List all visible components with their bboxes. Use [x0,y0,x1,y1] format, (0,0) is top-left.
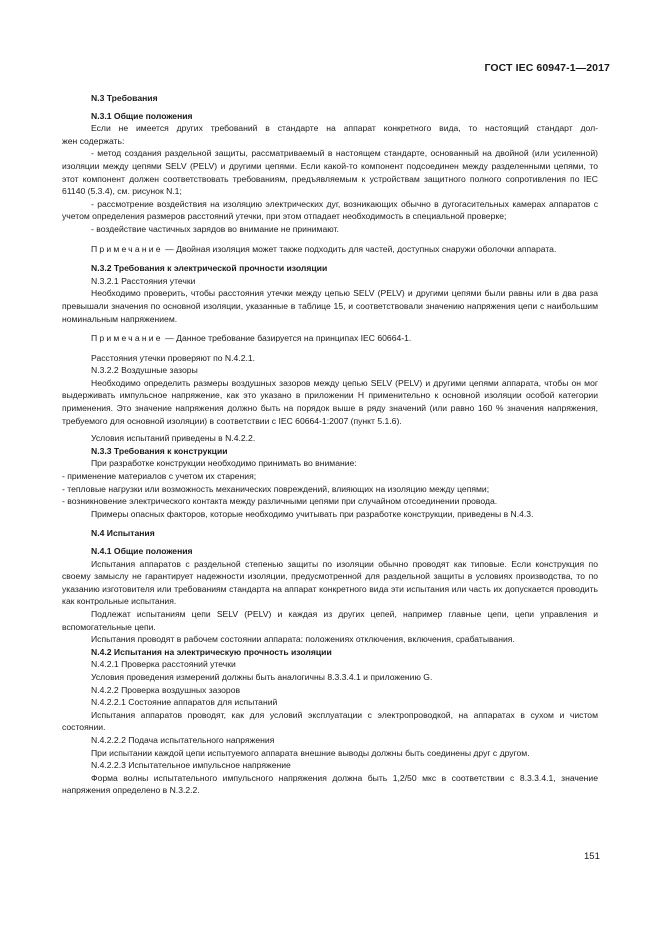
subsection-heading: N.3.2 Требования к электрической прочности изоляции [91,263,328,274]
page-number: 151 [584,851,600,862]
paragraph: Испытания аппаратов с раздельной степенью защиты по изоляции обычно проводят как типовые. Если конструкция по своему замыслу не гарантирует надежности изоляции, предусмотренной для раздельной защиты в условиях производства, то по указанию изготовителя или требованиям стандарта на аппарат конкретного вида эти испытания или часть их допускается проводить как контрольные испытания. [62,558,598,607]
standard-header: ГОСТ IEC 60947-1—2017 [484,62,610,74]
note [62,332,598,345]
clause-heading: N.4.2.2 Проверка воздушных зазоров [91,684,241,695]
note [62,243,598,256]
paragraph: При испытании каждой цепи испытуемого аппарата внешние выводы должны быть соединены друг с другом. [91,747,530,758]
clause-heading: N.4.2.2.3 Испытательное импульсное напряжение [91,760,291,771]
clause-heading: N.4.2.2.2 Подача испытательного напряжения [91,734,275,745]
clause-heading: N.3.2.1 Расстояния утечки [91,275,196,286]
note-text: — Данное требование базируется на принципах IEC 60664-1. [162,333,412,344]
paragraph: Примеры опасных факторов, которые необходимо учитывать при разработке конструкции, приведены в N.4.3. [91,508,534,519]
paragraph: При разработке конструкции необходимо принимать во внимание: [91,458,357,469]
paragraph: Условия проведения измерений должны быть аналогичны 8.3.3.4.1 и приложению G. [91,671,433,682]
list-item: - рассмотрение воздействия на изоляцию электрических дуг, возникающих обычно в дугогасительных камерах аппаратов с учетом определения размеров расстояний утечки, при этом отпадает необходимость в специальной проверке; [62,198,598,222]
paragraph: Испытания аппаратов проводят, как для условий эксплуатации с электропроводкой, на аппаратах в сухом и чистом состоянии. [62,709,598,733]
paragraph: Испытания проводят в рабочем состоянии аппарата: положениях отключения, включения, срабатывания. [91,634,515,645]
section-heading: N.4 Испытания [91,528,155,539]
section-heading: N.3 Требования [91,93,158,103]
clause-heading: N.4.2.1 Проверка расстояний утечки [91,659,236,670]
list-item: - тепловые нагрузки или возможность механических повреждений, влияющих на изоляцию между цепями; [62,483,490,494]
note-label: Примечание [91,333,163,344]
list-item: - воздействие частичных зарядов во внимание не принимают. [91,223,339,234]
clause-heading: N.4.2.2.1 Состояние аппаратов для испытаний [91,697,278,708]
paragraph: Если не имеется других требований в стандарте на аппарат конкретного вида, то настоящий стандарт дол- [91,123,598,134]
paragraph: жен содержать: [62,135,125,146]
note-label: Примечание [91,243,163,254]
paragraph: Условия испытаний приведены в N.4.2.2. [91,433,256,444]
list-item: - применение материалов с учетом их старения; [62,471,257,482]
paragraph: Необходимо проверить, чтобы расстояния утечки между цепью SELV (PELV) и другими цепями были равны или в два раза превышали значения по основной изоляции, указанные в таблице 15, и соответствовали значению напряжения цепи с наибольшим номинальным напряжением. [62,288,598,324]
list-item: - метод создания раздельной защиты, рассматриваемый в настоящем стандарте, основанный на двойной (или усиленной) изоляции между цепями SELV (PELV) и другими цепями. Если какой-то компонент подсоединен между разделенными цепями, то этот компонент должен соответствовать требованиям, предъявляемым к устройствам защитного полного сопротивления по IEC 61140 (5.3.4), см. рисунок N.1; [62,148,598,197]
clause-heading: N.3.2.2 Воздушные зазоры [91,365,198,376]
paragraph: Форма волны испытательного импульсного напряжения должна быть 1,2/50 мкс в соответствии с 8.3.3.4.1, значение напряжения определено в N.3.2.2. [62,772,598,796]
document-body [62,92,598,797]
note-text: — Двойная изоляция может также подходить для частей, доступных снаружи оболочки аппарата. [162,243,557,254]
paragraph: Подлежат испытаниям цепи SELV (PELV) и каждая из других цепей, например главные цепи, цепи управления и вспомогательные цепи. [62,608,598,632]
subsection-heading: N.3.3 Требования к конструкции [91,445,228,456]
paragraph: Необходимо определить размеры воздушных зазоров между цепью SELV (PELV) и другими цепями аппарата, чтобы он мог выдерживать импульсное напряжение, как это указано в приложении H применительно к основной изоляции особой категории применения. Это значение напряжения должно быть на порядок выше в ряду значений (или равно 160 % значения напряжения, требуемого для основной изоляции) в соответствии с IEC 60664-1:2007 (пункт 5.1.6). [62,377,598,426]
subsection-heading: N.3.1 Общие положения [91,110,193,121]
list-item: - возникновение электрического контакта между различными цепями при случайном отсоединении провода. [62,496,498,507]
subsection-heading: N.4.1 Общие положения [91,546,193,556]
subsection-heading: N.4.2 Испытания на электрическую прочность изоляции [91,646,332,657]
paragraph: Расстояния утечки проверяют по N.4.2.1. [91,352,256,363]
